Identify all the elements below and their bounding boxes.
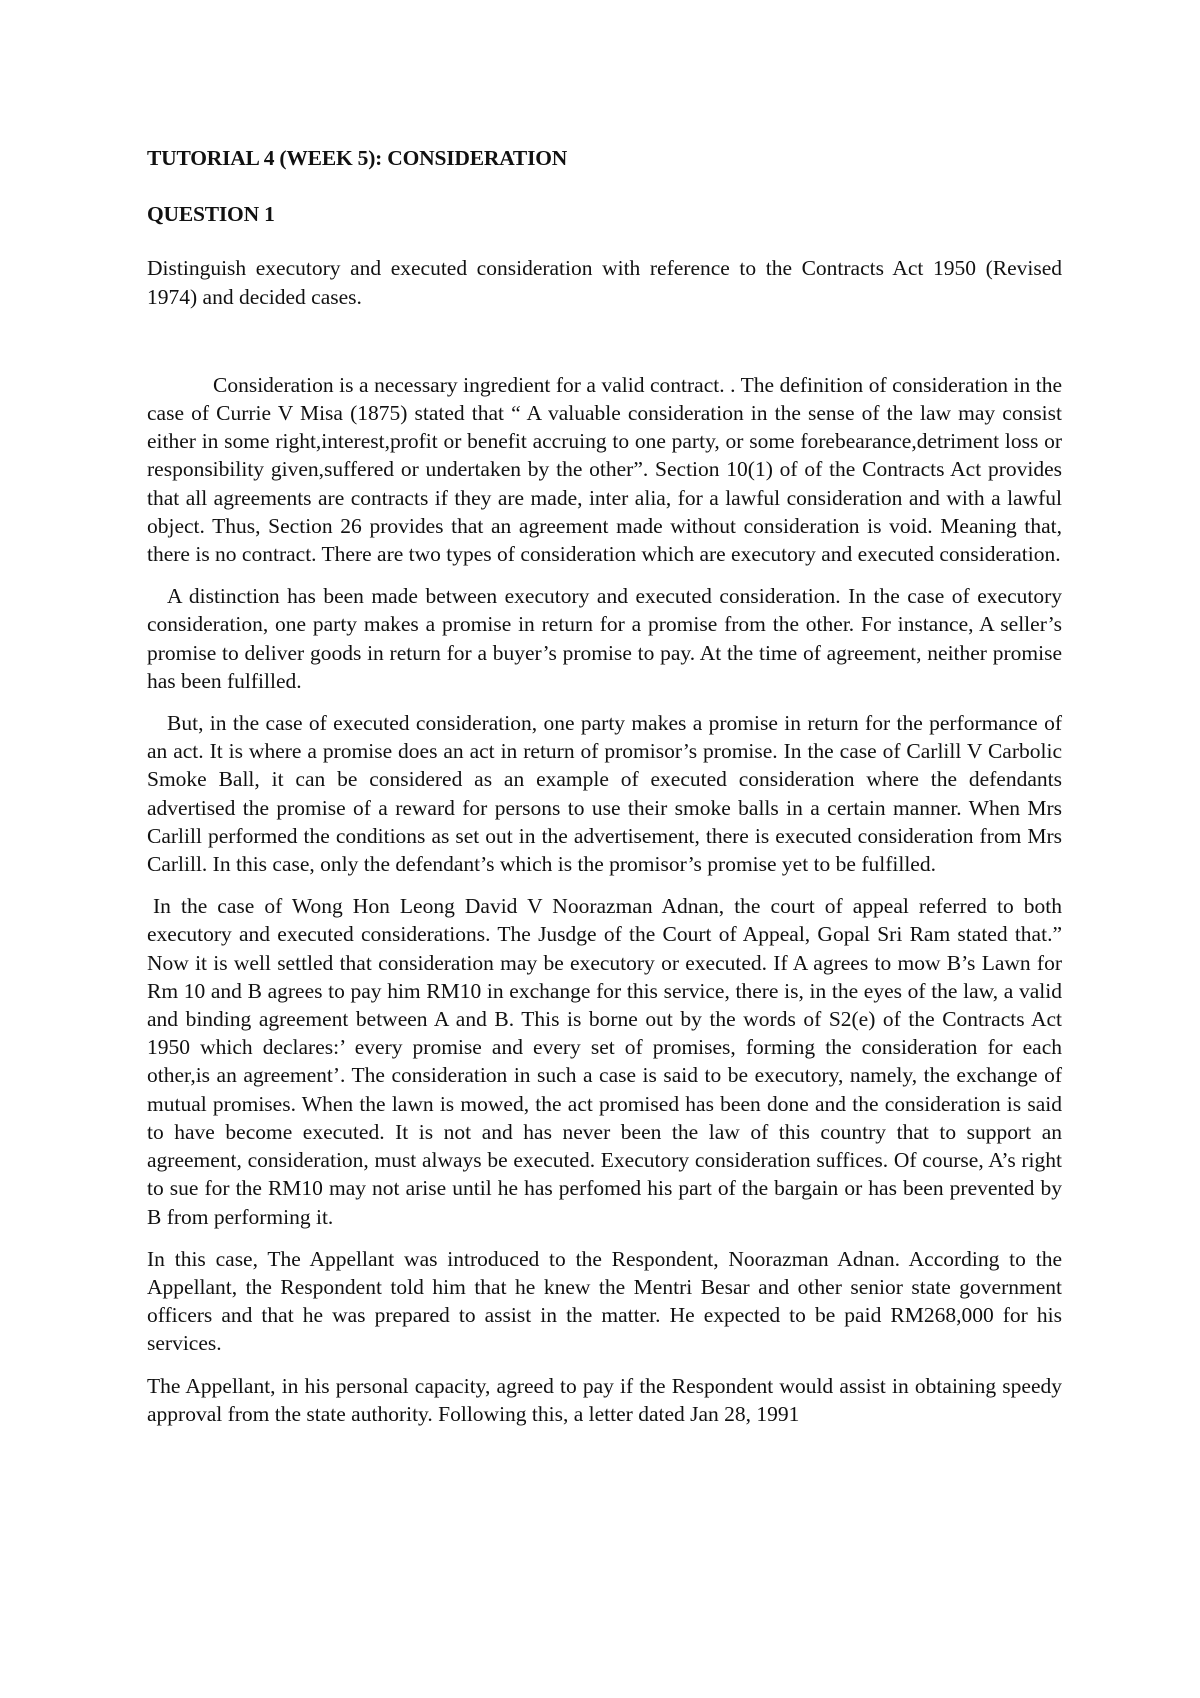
paragraph-wong-hon-leong-case: In the case of Wong Hon Leong David V Noorazman Adnan, the court of appeal referred to both executory and executed considerations. The Jusdge of the Court of Appeal, Gopal Sri Ram stated that.” Now it is well settled that consideration may be executory or executed. If A agrees to mow B’s Lawn for Rm 10 and B agrees to pay him RM10 in exchange for this service, there is, in the eyes of the law, a valid and binding agreement between A and B. This is borne out by the words of S2(e) of the Contracts Act 1950 which declares:’ every promise and every set of promises, forming the consideration for each other,is an agreement’. The consideration in such a case is said to be executory, namely, the exchange of mutual promises. When the lawn is mowed, the act promised has been done and the consideration is said to have become executed. It is not and has never been the law of this country that to support an agreement, consideration, must always be executed. Executory consideration suffices. Of course, A’s right to sue for the RM10 may not arise until he has perfomed his part of the bargain or has been prevented by B from performing it. [147,894,1062,1229]
paragraph-consideration-definition: Consideration is a necessary ingredient for a valid contract. . The definition of consideration in the case of Currie V Misa (1875) stated that “ A valuable consideration in the sense of the law may consist either in some right,interest,profit or benefit accruing to one party, or some forebearance,detriment loss or responsibility given,suffered or undertaken by the other”. Section 10(1) of of the Contracts Act provides that all agreements are contracts if they are made, inter alia, for a lawful consideration and with a lawful object. Thus, Section 26 provides that an agreement made without consideration is void. Meaning that, there is no contract. There are two types of consideration which are executory and executed consideration. [147,372,1062,567]
document-body [147,144,1062,1428]
paragraph-appellant-agreement: The Appellant, in his personal capacity, agreed to pay if the Respondent would assist in obtaining speedy approval from the state authority. Following this, a letter dated Jan 28, 1991 [147,1373,1062,1426]
paragraph-case-facts: In this case, The Appellant was introduced to the Respondent, Noorazman Adnan. According to the Appellant, the Respondent told him that he knew the Mentri Besar and other senior state government officers and that he was prepared to assist in the matter. He expected to be paid RM268,000 for his services. [147,1246,1062,1356]
question-heading: QUESTION 1 [147,202,275,227]
document-title: TUTORIAL 4 (WEEK 5): CONSIDERATION [147,146,568,170]
paragraph-executed-consideration: But, in the case of executed consideration, one party makes a promise in return for the performance of an act. It is where a promise does an act in return of promisor’s promise. In the case of Carlill V Carbolic Smoke Ball, it can be considered as an example of executed consideration where the defendants advertised the promise of a reward for persons to use their smoke balls in a certain manner. When Mrs Carlill performed the conditions as set out in the advertisement, there is executed consideration from Mrs Carlill. In this case, only the defendant’s which is the promisor’s promise yet to be fulfilled. [147,711,1062,877]
paragraph-executory-consideration: A distinction has been made between executory and executed consideration. In the case of executory consideration, one party makes a promise in return for a promise from the other. For instance, A seller’s promise to deliver goods in return for a buyer’s promise to pay. At the time of agreement, neither promise has been fulfilled. [147,584,1062,693]
question-text: Distinguish executory and executed consideration with reference to the Contracts Act 1950 (Revised 1974) and decided cases. [147,256,1062,309]
